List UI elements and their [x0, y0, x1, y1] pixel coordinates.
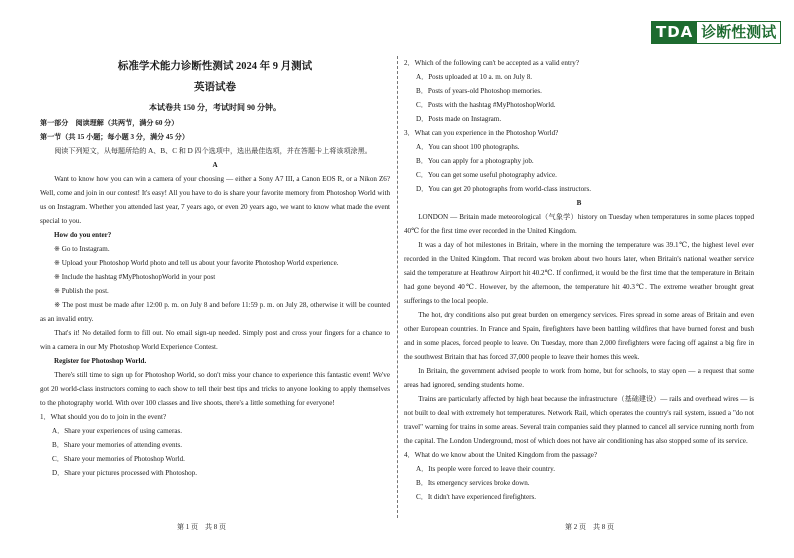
question-3-option: B．You can apply for a photography job. [416, 157, 534, 165]
part-heading: 第一部分 阅读理解（共两节，满分 60 分） [40, 119, 179, 127]
right-page-number: 第 2 页 共 8 页 [565, 523, 614, 531]
question-1: 1．What should you do to join in the event? [40, 413, 167, 421]
passage-a-paragraph-2: That's it! No detailed form to fill out. No email sign-up needed. Simply post and cross your fingers for a chance to win a camera in our My Photoshop World Experience Contest. [40, 329, 390, 351]
question-4-option: B．Its emergency services broke down. [416, 479, 530, 487]
question-1-option: C．Share your memories of Photoshop World. [52, 455, 185, 463]
passage-a-paragraph-1: Want to know how you can win a camera of your choosing — either a Sony A7 III, a Canon EOS R, or a Nikon Z6? Well, come and join in our contest! It's easy! All you have to do is share your favorite memory from Photoshop World with us on Instagram. Whether you attended last year, 7 years ago, or even 20 years ago, we want to know what made the event special to you. [40, 175, 390, 225]
passage-b-paragraph-5: Trains are particularly affected by high heat because the infrastructure（基础建设）— rails and overhead wires — is not built to deal with extremely hot temperatures. Network Rail, which operates the country's rail system, issued a "do not travel" warning for trains in some areas. Several train companies said they planned to cancel all service running north from the capital. The London Underground, most of which does not have air conditioning has also stopped some of its service. [404, 395, 754, 445]
entry-step: ※ Include the hashtag #MyPhotoshopWorld in your post [54, 273, 216, 281]
passage-a-paragraph-3: There's still time to sign up for Photoshop World, so don't miss your chance to experience this fantastic event! We've got 20 world-class instructors coming to each show to tell their best tips and tricks to anyone looking to apply themselves to the photography world. With over 100 classes and live shoots, there's a little something for everyone! [40, 371, 390, 407]
passage-a-label: A [212, 161, 218, 169]
tda-badge [651, 21, 781, 44]
exam-title: 标准学术能力诊断性测试 2024 年 9 月测试 [117, 61, 313, 72]
question-3-option: C．You can get some useful photography advice. [416, 171, 557, 179]
right-column [404, 56, 754, 504]
question-2-option: A．Posts uploaded at 10 a. m. on July 8. [416, 73, 533, 81]
question-3: 3．What can you experience in the Photoshop World? [404, 129, 559, 137]
left-column [40, 56, 390, 480]
question-2-option: B．Posts of years-old Photoshop memories. [416, 87, 542, 95]
badge-text: 诊断性测试 [697, 22, 780, 43]
question-3-option: A．You can shoot 100 photographs. [416, 143, 520, 151]
question-1-option: D．Share your pictures processed with Photoshop. [52, 469, 198, 477]
how-to-enter-heading: How do you enter? [54, 231, 112, 239]
exam-subject: 英语试卷 [194, 82, 236, 93]
question-4: 4．What do we know about the United Kingdom from the passage? [404, 451, 598, 459]
question-1-option: B．Share your memories of attending events. [52, 441, 183, 449]
question-2: 2．Which of the following can't be accepted as a valid entry? [404, 59, 580, 67]
left-page-number: 第 1 页 共 8 页 [177, 523, 226, 531]
question-1-option: A．Share your experiences of using cameras. [52, 427, 183, 435]
badge-tag: TDA [652, 22, 697, 43]
section-heading: 第一节（共 15 小题；每小题 3 分，满分 45 分） [40, 133, 189, 141]
entry-step: ※ Publish the post. [54, 287, 109, 295]
passage-b-paragraph-2: It was a day of hot milestones in Britain, where in the morning the temperature was 39.1℃, the highest level ever recorded in the United Kingdom. That record was broken about two hours later, when Britain's national weather service said the temperature at Heathrow Airport hit 40.2℃. If confirmed, it would be the first time that the temperature in Britain had gone beyond 40℃. However, by the afternoon, the temperature hit 40.3℃. The extreme weather brought great sufferings to the local people. [404, 241, 754, 305]
entry-step: ※ Go to Instagram. [54, 245, 110, 253]
column-divider [397, 56, 398, 518]
instruction-text: 阅读下列短文，从每题所给的 A、B、C 和 D 四个选项中，选出最佳选项，并在答题卡上将该项涂黑。 [54, 147, 372, 155]
passage-b-paragraph-1: LONDON — Britain made meteorological（气象学）history on Tuesday when temperatures in some places topped 40℃ for the first time ever recorded in the United Kingdom. [404, 213, 754, 235]
question-4-option: A．Its people were forced to leave their country. [416, 465, 555, 473]
question-2-option: C．Posts with the hashtag #MyPhotoshopWorld. [416, 101, 556, 109]
question-2-option: D．Posts made on Instagram. [416, 115, 502, 123]
passage-b-paragraph-4: In Britain, the government advised people to work from home, but for schools, to stay open — a request that some areas had ignored, sending students home. [404, 367, 754, 389]
entry-step-deadline: ※ The post must be made after 12:00 p. m. on July 8 and before 11:59 p. m. on July 28, otherwise it will be counted as an invalid entry. [40, 301, 390, 323]
exam-info: 本试卷共 150 分，考试时间 90 分钟。 [149, 103, 281, 112]
question-3-option: D．You can get 20 photographs from world-class instructors. [416, 185, 592, 193]
passage-b-label: B [576, 199, 582, 207]
passage-b-paragraph-3: The hot, dry conditions also put great burden on emergency services. Fires spread in some areas of Britain and even other European countries. In France and Spain, firefighters have been battling wildfires that have burned forest and bush and in some places, forced people to leave. On Tuesday, more than 2,000 firefighters were facing off against a big fire in the southwest Britain that has forced 37,000 people to leave their homes this week. [404, 311, 754, 361]
register-heading: Register for Photoshop World. [54, 357, 147, 365]
question-4-option: C．It didn't have experienced firefighters. [416, 493, 537, 501]
entry-step: ※ Upload your Photoshop World photo and tell us about your favorite Photoshop World experience. [54, 259, 339, 267]
